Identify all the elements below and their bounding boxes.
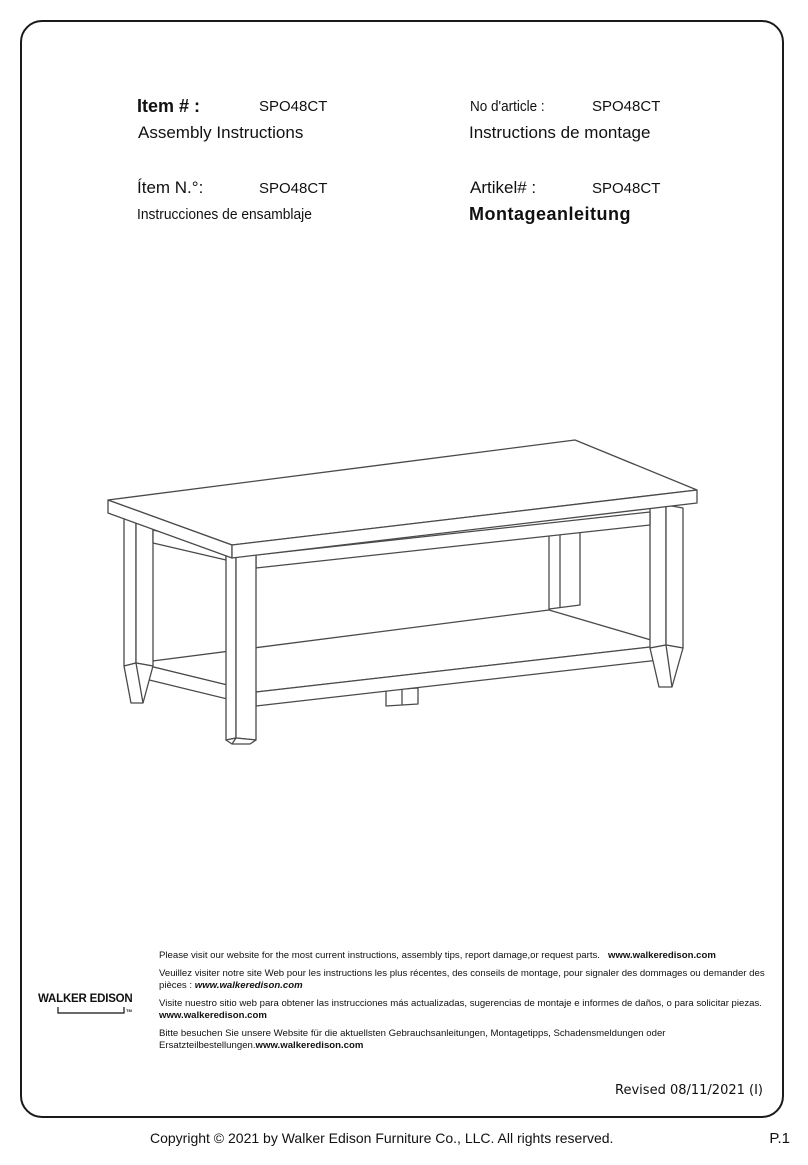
item-code-de: SPO48CT — [592, 180, 661, 197]
item-code-fr: SPO48CT — [592, 98, 661, 115]
website-link-de[interactable]: www.walkeredison.com — [255, 1040, 364, 1051]
note-es — [159, 998, 767, 1022]
front-left-leg — [124, 514, 153, 703]
note-fr — [159, 968, 767, 992]
coffee-table-illustration — [100, 430, 720, 760]
item-label-de: Artikel# : — [470, 178, 537, 197]
subtitle-en: Assembly Instructions — [138, 123, 304, 142]
item-code-en: SPO48CT — [259, 98, 328, 115]
note-de-text: Bitte besuchen Sie unsere Website für die aktuellsten Gebrauchsanleitungen, Montagetipps, Schadensmeldungen oder Ersatzteilbestellungen. — [159, 1028, 666, 1051]
revision-date: Revised 08/11/2021 (I) — [615, 1083, 763, 1098]
website-link-es[interactable]: www.walkeredison.com — [159, 1010, 267, 1021]
copyright-notice: Copyright © 2021 by Walker Edison Furniture Co., LLC. All rights reserved. — [150, 1130, 614, 1146]
item-label-en: Item # : — [137, 96, 201, 116]
walker-edison-logo — [38, 993, 142, 1019]
item-label-fr: No d'article : — [470, 98, 545, 115]
note-de — [159, 1028, 767, 1052]
subtitle-de: Montageanleitung — [469, 204, 631, 224]
website-link-fr[interactable]: www.walkeredison.com — [194, 980, 303, 991]
subtitle-es: Instrucciones de ensamblaje — [137, 206, 312, 223]
logo-trademark: TM — [126, 1008, 132, 1013]
note-en-text: Please visit our website for the most current instructions, assembly tips, report damage,or request parts. — [159, 950, 600, 961]
note-fr-text: Veuillez visiter notre site Web pour les instructions les plus récentes, des conseils de montage, pour signaler des dommages ou demander des pièces : — [159, 968, 765, 991]
subtitle-fr: Instructions de montage — [469, 123, 651, 142]
website-notes — [159, 950, 767, 1058]
item-label-es: Ítem N.°: — [137, 178, 204, 197]
note-en — [159, 950, 767, 962]
front-right-leg — [650, 505, 683, 687]
website-link-en[interactable]: www.walkeredison.com — [607, 950, 716, 961]
page-number: P.1 — [769, 1130, 790, 1147]
note-es-text: Visite nuestro sitio web para obtener las instrucciones más actualizadas, sugerencias de montaje e informes de daños, o para solicitar piezas. — [159, 998, 762, 1009]
front-center-leg — [226, 545, 256, 744]
item-code-es: SPO48CT — [259, 180, 328, 197]
logo-text: WALKER EDISON — [38, 993, 133, 1005]
back-right-leg — [549, 526, 580, 609]
